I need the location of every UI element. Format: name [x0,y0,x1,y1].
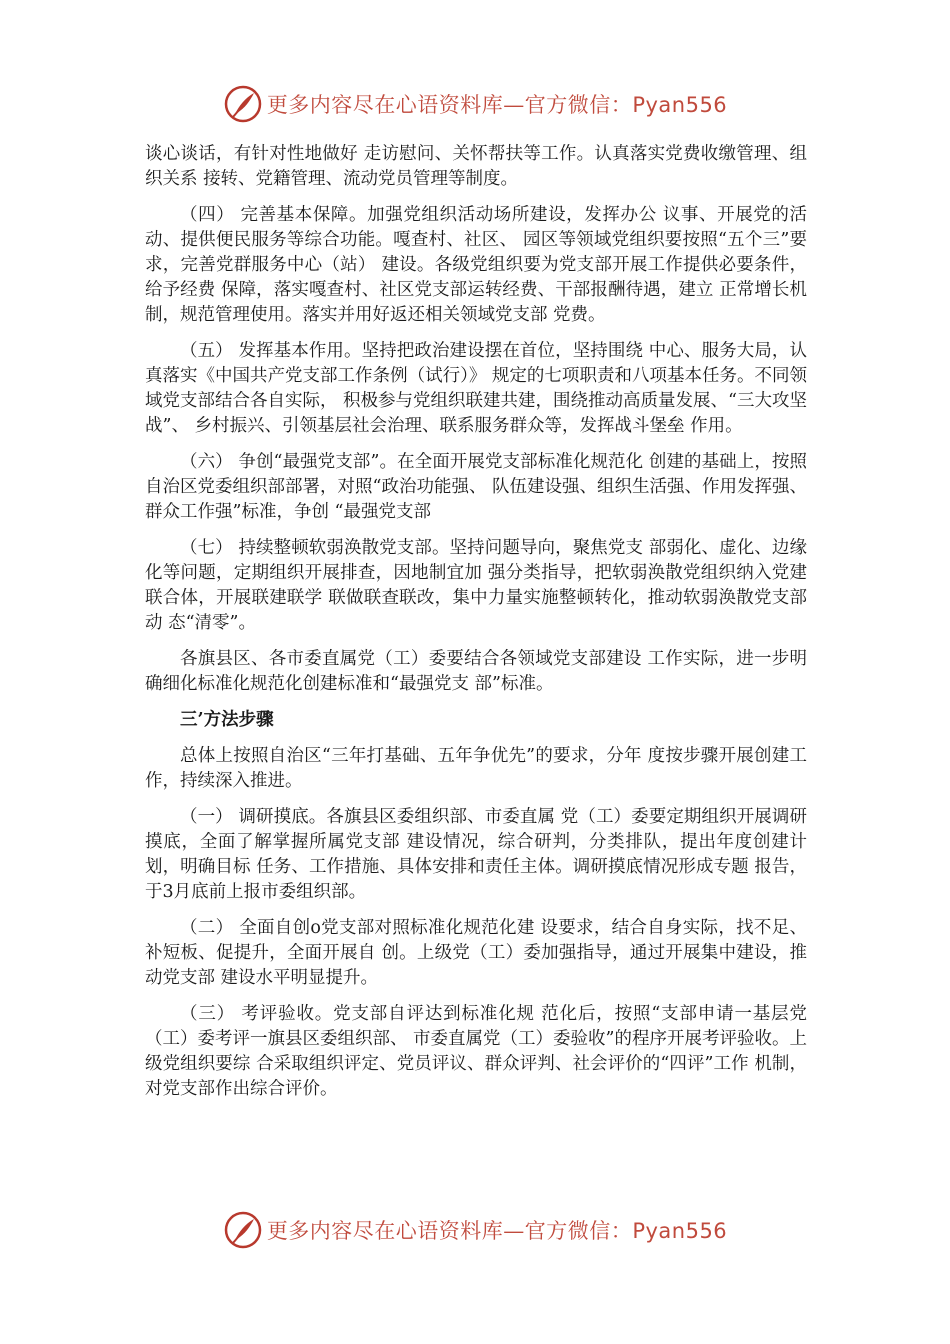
paragraph: （五） 发挥基本作用。坚持把政治建设摆在首位，坚持围绕 中心、服务大局，认真落实《中国共产党支部工作条例（试行）》 规定的七项职责和八项基本任务。不同领域党支部结合各自实际， 积极参与党组织联建共建，围绕推动高质量发展、“三大攻坚战”、 乡村振兴、引领基层社会治理、联系服务群众等，发挥战斗堡垒 作用。 [145,341,808,436]
section-heading: 三’方法步骤 [180,710,274,730]
header-banner [0,82,950,126]
paragraph: （六） 争创“最强党支部”。在全面开展党支部标准化规范化 创建的基础上，按照自治区党委组织部部署，对照“政治功能强、 队伍建设强、组织生活强、作用发挥强、群众工作强”标准，争创 “最强党支部 [145,452,808,522]
paragraph: （七） 持续整顿软弱涣散党支部。坚持问题导向，聚焦党支 部弱化、虚化、边缘化等问题，定期组织开展排查，因地制宜加 强分类指导，把软弱涣散党组织纳入党建联合体，开展联建联学 联做联查联改，集中力量实施整顿转化，推动软弱涣散党支部动 态“清零”。 [145,538,807,633]
document-body [145,142,807,1113]
paragraph: 总体上按照自治区“三年打基础、五年争优先”的要求，分年 度按步骤开展创建工作，持续深入推进。 [145,746,807,791]
paragraph: 谈心谈话，有针对性地做好 走访慰问、关怀帮扶等工作。认真落实党费收缴管理、组织关系 接转、党籍管理、流动党员管理等制度。 [145,144,807,189]
wechat-id: Pyan556 [632,93,728,117]
paragraph: 各旗县区、各市委直属党（工）委要结合各领域党支部建设 工作实际，进一步明确细化标准化规范化创建标准和“最强党支 部”标准。 [145,649,807,694]
paragraph: （二） 全面自创o党支部对照标准化规范化建 设要求，结合自身实际，找不足、补短板、促提升，全面开展自 创。上级党（工）委加强指导，通过开展集中建设，推动党支部 建设水平明显提升。 [145,918,807,988]
paragraph: （四） 完善基本保障。加强党组织活动场所建设，发挥办公 议事、开展党的活动、提供便民服务等综合功能。嘎查村、社区、 园区等领域党组织要按照“五个三”要求，完善党群服务中心（站） 建设。各级党组织要为党支部开展工作提供必要条件，给予经费 保障，落实嘎查村、社区党支部运转经费、干部报酬待遇，建立 正常增长机制，规范管理使用。落实并用好返还相关领域党支部 党费。 [145,205,807,325]
quill-logo-icon [223,84,263,124]
paragraph: （三） 考评验收。党支部自评达到标准化规 范化后，按照“支部申请一基层党（工）委考评一旗县区委组织部、 市委直属党（工）委验收”的程序开展考评验收。上级党组织要综 合采取组织评定、党员评议、群众评判、社会评价的“四评”工作 机制，对党支部作出综合评价。 [145,1004,808,1099]
wechat-id: Pyan556 [632,1219,728,1243]
banner-text: 更多内容尽在心语资料库—官方微信：Pyan556 [266,93,728,117]
quill-logo-icon [223,1210,263,1250]
banner-text: 更多内容尽在心语资料库—官方微信：Pyan556 [266,1219,728,1243]
paragraph: （一） 调研摸底。各旗县区委组织部、市委直属 党（工）委要定期组织开展调研摸底，全面了解掌握所属党支部 建设情况，综合研判，分类排队，提出年度创建计划，明确目标 任务、工作措施、具体安排和责任主体。调研摸底情况形成专题 报告，于3月底前上报市委组织部。 [145,807,807,902]
footer-banner [0,1208,950,1252]
